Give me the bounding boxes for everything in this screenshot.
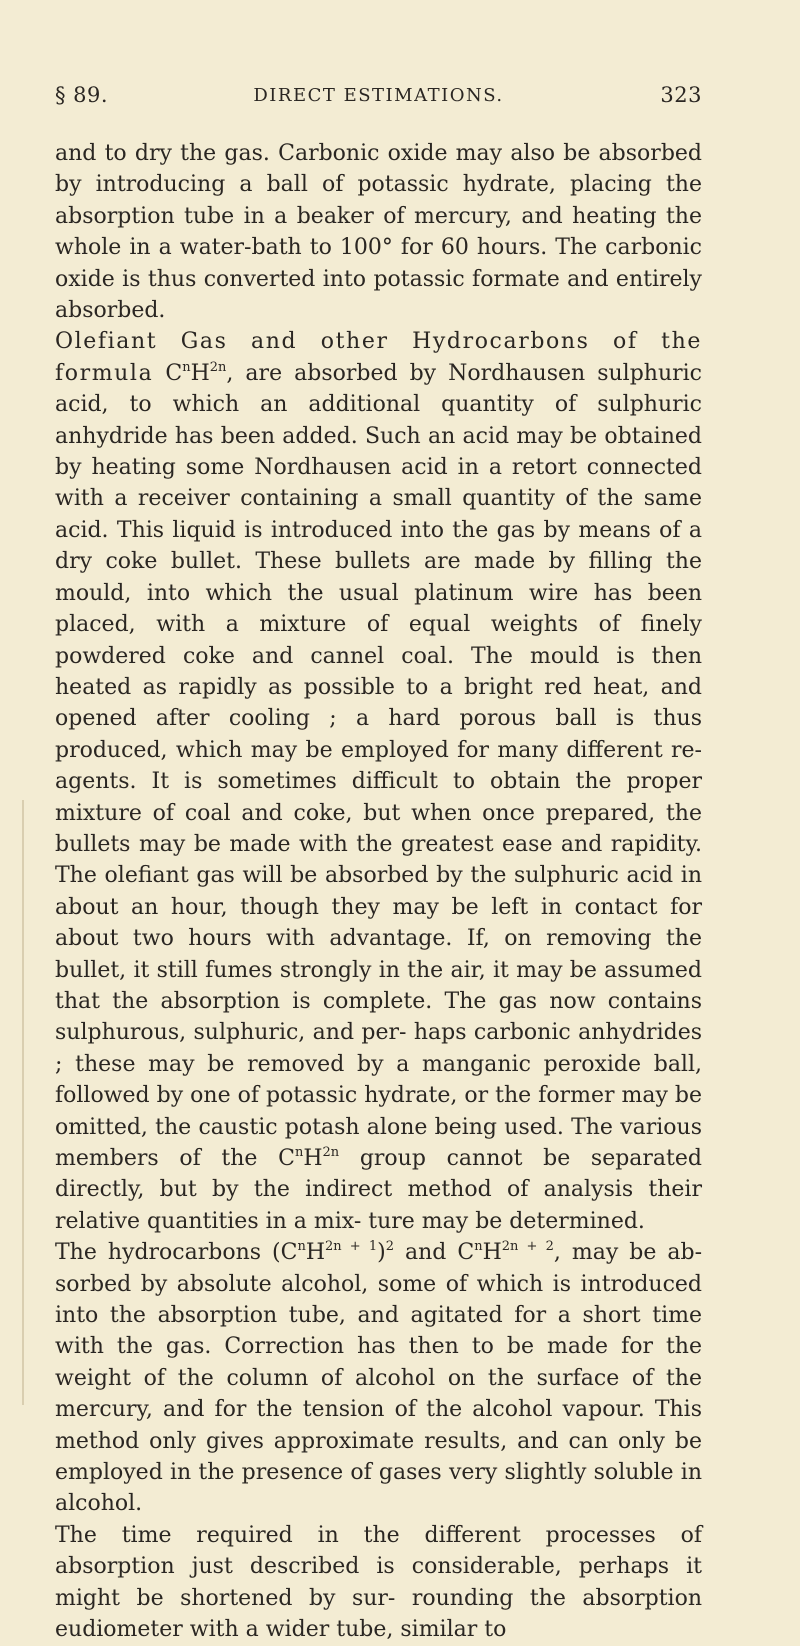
page-number: 323 [660,83,702,107]
formula-cnh2n2: $C^nH^{2n + 2}$ [457,1239,554,1266]
section-heading: Olefiant Gas and other Hydrocarbons of the formula [55,329,702,386]
formula-cnh2n-group: $C^nH^{2n}$ [278,1145,340,1171]
paragraph-hydrocarbons: The hydrocarbons $(C^nH^{2n + 1})^2$ and $C^nH^{2n + 2}$, may be ab- sorbed by absolute alcohol, some of which is introduced into the absorption tube, and agitated for a short time with the gas. Correction has then to be made for the weight of the column of alcohol on the surface of the mercury, and for the tension of the alcohol vapour. This method only gives approximate results, and can only be employed in the presence of gases very slightly soluble in alcohol. [55,1239,703,1517]
running-header [55,83,702,109]
running-title: DIRECT ESTIMATIONS. [253,85,504,106]
body-text [55,138,702,1646]
paragraph-body: , are absorbed by Nordhausen sulphuric acid, to which an additional quantity of sulphuric anhydride has been added. Such an acid may be obtained by heating some Nordhausen acid in a retort connected with a receiver containing a small quantity of the same acid. This liquid is introduced into the gas by means of a dry coke bullet. These bullets are made by filling the mould, into which the usual platinum wire has been placed, with a mixture of equal weights of finely powdered coke and cannel coal. The mould is then heated as rapidly as possible to a bright red heat, and opened after cooling ; a hard porous ball is thus produced, which may be employed for many different re-agents. It is sometimes difficult to obtain the proper mixture of coal and coke, but when once prepared, the bullets may be made with the greatest ease and rapidity. The olefiant gas will be absorbed by the sulphuric acid in about an hour, though they may be left in contact for about two hours with advantage. If, on removing the bullet, it still fumes strongly in the air, it may be assumed that the absorption is complete. The gas now contains sulphurous, sulphuric, and per- haps carbonic anhydrides ; these may be removed by a manganic peroxide ball, followed by one of potassic hydrate, or the former may be omitted, the caustic potash alone being used. The various members of the [55,360,702,1171]
formula-cnh2n: $C^nH^{2n}$ [165,359,227,386]
paragraph-tail: group cannot be separated directly, but by the indirect method of analysis their relative quantities in a mix- ture may be determined. [55,1146,702,1234]
paragraph-absorption-time: The time required in the different processes of absorption just described is considerable, perhaps it might be shortened by sur- rounding the absorption eudiometer with a wider tube, similar to [55,1522,702,1643]
paragraph-body: , may be ab- sorbed by absolute alcohol, some of which is introduced into the absorption tube, and agitated for a short time with the gas. Correction has then to be made for the weight of the column of alcohol on the surface of the mercury, and for the tension of the alcohol vapour. This method only gives approximate results, and can only be employed in the presence of gases very slightly soluble in alcohol. [55,1240,703,1517]
formula-cnh2n1-squared: $C^nH^{2n + 1})^2$ [280,1239,394,1266]
page-edge-shadow [22,800,24,1405]
paragraph-olefiant-gas [55,326,702,1237]
section-number: § 89. [55,83,109,107]
paragraph-carbonic-oxide: and to dry the gas. Carbonic oxide may also be absorbed by introducing a ball of potassic hydrate, placing the absorption tube in a beaker of mercury, and heating the whole in a water-bath to 100° for 60 hours. The carbonic oxide is thus converted into potassic formate and entirely absorbed. [55,141,702,324]
